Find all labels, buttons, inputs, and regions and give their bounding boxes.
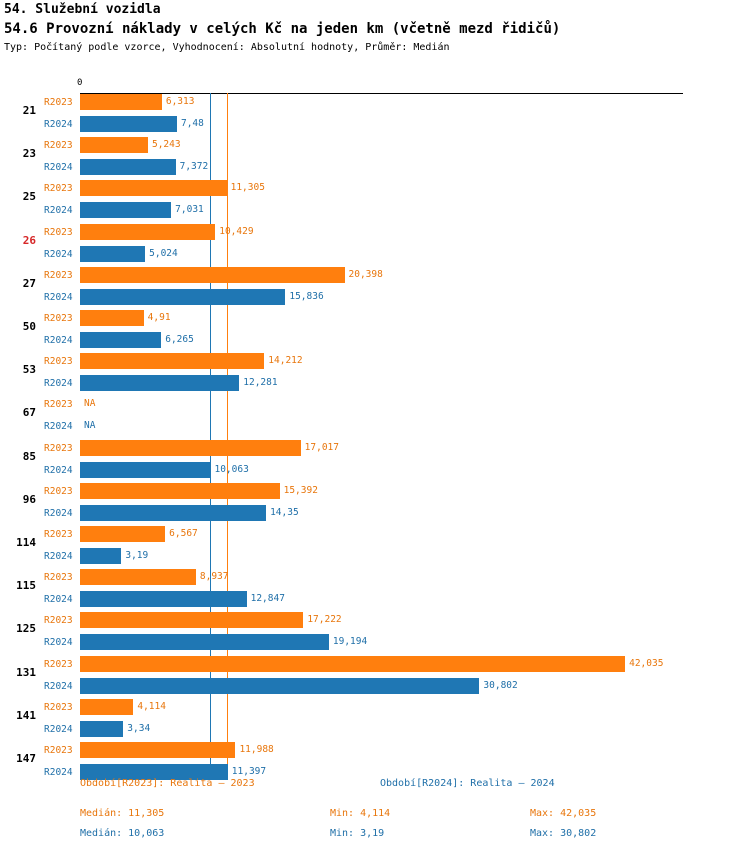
legend-entry-2024: Období[R2024]: Realita – 2024: [380, 778, 555, 789]
bar-group: [0, 567, 750, 611]
bar[interactable]: [80, 159, 176, 175]
bar-value-label: 15,392: [283, 484, 318, 496]
bar-value-label: 5,024: [149, 247, 178, 259]
series-row-label: R2023: [44, 356, 73, 368]
bar[interactable]: [80, 94, 162, 110]
category-label: 23: [22, 147, 36, 161]
category-label: 67: [22, 406, 36, 420]
category-label: 25: [22, 190, 36, 204]
axis-zero-label: 0: [77, 78, 83, 88]
series-row-label: R2023: [44, 442, 73, 454]
series-row-label: R2024: [44, 248, 73, 260]
bar[interactable]: [80, 289, 285, 305]
min-2023: Min: 4,114: [330, 808, 391, 819]
bar-group: [0, 92, 750, 136]
bar[interactable]: [80, 310, 144, 326]
series-row-label: R2024: [44, 767, 73, 778]
series-row-label: R2024: [44, 162, 73, 174]
bar-value-label: 7,372: [179, 161, 209, 173]
bar-value-label: 7,031: [175, 204, 204, 216]
bar-group: [0, 697, 750, 741]
category-label: 53: [22, 363, 36, 377]
series-row-label: R2023: [44, 97, 73, 108]
max-2024: Max: 30,802: [530, 828, 597, 839]
bar[interactable]: [80, 180, 227, 196]
bar[interactable]: [80, 526, 165, 542]
series-row-label: R2023: [44, 572, 73, 584]
bar-value-label: 4,114: [137, 700, 166, 712]
bar-group: [0, 610, 750, 654]
series-row-label: R2023: [44, 745, 73, 756]
bar-value-label: 6,313: [165, 96, 195, 107]
series-row-label: R2024: [44, 507, 73, 519]
bar[interactable]: [80, 656, 625, 672]
bar-value-label: NA: [84, 420, 96, 432]
bar-group: [0, 351, 750, 395]
bar[interactable]: [80, 375, 239, 391]
bar-group: [0, 308, 750, 352]
bar-group: [0, 438, 750, 482]
bar-value-label: 14,35: [270, 506, 299, 518]
series-row-label: R2024: [44, 594, 73, 606]
bar[interactable]: [80, 591, 247, 607]
bar[interactable]: [80, 440, 301, 456]
bar-group: [0, 222, 750, 266]
bar[interactable]: [80, 246, 145, 262]
bar-value-label: 3,19: [125, 550, 149, 561]
bar-value-label: 19,194: [332, 636, 368, 648]
category-label: 115: [16, 579, 36, 593]
bar-value-label: 11,397: [231, 766, 267, 777]
chart-legend: [0, 778, 750, 854]
series-row-label: R2023: [44, 615, 73, 627]
category-label: 27: [22, 276, 36, 290]
median-2023: Medián: 11,305: [80, 808, 165, 819]
bar-value-label: 14,212: [268, 355, 303, 367]
series-row-label: R2024: [44, 291, 73, 303]
bar-group: [0, 135, 750, 179]
bar-group: [0, 178, 750, 222]
series-row-label: R2024: [44, 335, 73, 346]
bar-value-label: 17,017: [304, 441, 339, 453]
bar-value-label: 7,48: [180, 118, 204, 129]
bar-value-label: 11,305: [230, 182, 265, 194]
bar-value-label: 12,281: [243, 377, 278, 389]
series-row-label: R2024: [44, 421, 73, 433]
bar-value-label: 20,398: [348, 268, 383, 280]
series-row-label: R2023: [44, 658, 73, 670]
category-label: 147: [16, 752, 36, 765]
series-row-label: R2023: [44, 399, 73, 411]
page-title: 54. Služební vozidla: [4, 2, 161, 17]
bar[interactable]: [80, 548, 121, 564]
bar[interactable]: [80, 332, 161, 348]
bar[interactable]: [80, 267, 345, 283]
series-row-label: R2024: [44, 551, 73, 562]
series-row-label: R2024: [44, 723, 73, 735]
bar[interactable]: [80, 505, 266, 521]
category-label: 96: [22, 492, 36, 506]
bar[interactable]: [80, 462, 210, 478]
series-row-label: R2023: [44, 226, 73, 238]
bar-value-label: 3,34: [127, 722, 151, 734]
bar-value-label: 10,063: [214, 463, 249, 475]
bar-value-label: 6,567: [169, 528, 198, 539]
category-label: 114: [16, 536, 36, 549]
bar[interactable]: [80, 721, 123, 737]
bar-group: [0, 481, 750, 525]
bar[interactable]: [80, 742, 235, 758]
category-label: 50: [22, 320, 36, 333]
bar[interactable]: [80, 353, 264, 369]
bar-value-label: 11,988: [239, 744, 274, 755]
category-label: 141: [16, 708, 36, 722]
chart-title: 54.6 Provozní náklady v celých Kč na jeden km (včetně mezd řidičů): [4, 21, 561, 37]
plot-area: [0, 78, 750, 778]
category-label: 131: [16, 665, 36, 679]
series-row-label: R2024: [44, 378, 73, 390]
max-2023: Max: 42,035: [530, 808, 597, 819]
bar[interactable]: [80, 483, 280, 499]
bar[interactable]: [80, 116, 177, 132]
series-row-label: R2023: [44, 183, 73, 195]
bar[interactable]: [80, 137, 148, 153]
series-row-label: R2023: [44, 701, 73, 713]
series-row-label: R2023: [44, 485, 73, 497]
bar-value-label: 8,937: [199, 571, 229, 583]
bar[interactable]: [80, 224, 215, 240]
bar-value-label: 15,836: [289, 290, 324, 302]
median-2024: Medián: 10,063: [80, 828, 165, 839]
series-row-label: R2023: [44, 140, 73, 152]
series-row-label: R2023: [44, 269, 73, 281]
bar-value-label: 12,847: [250, 593, 285, 605]
category-label: 85: [22, 449, 36, 463]
bar-value-label: 17,222: [307, 614, 342, 626]
bar[interactable]: [80, 612, 303, 628]
bar-value-label: NA: [84, 398, 96, 410]
series-row-label: R2024: [44, 680, 73, 692]
bar[interactable]: [80, 699, 133, 715]
bar-value-label: 6,265: [165, 334, 194, 345]
bar-value-label: 42,035: [629, 657, 664, 669]
series-row-label: R2024: [44, 637, 73, 649]
category-label: 21: [22, 104, 36, 117]
bar-group: [0, 524, 750, 568]
bar[interactable]: [80, 678, 479, 694]
bar-value-label: 5,243: [151, 139, 181, 151]
bar-group: [0, 394, 750, 438]
bar[interactable]: [80, 202, 171, 218]
bar[interactable]: [80, 569, 196, 585]
chart-subtitle: Typ: Počítaný podle vzorce, Vyhodnocení: Absolutní hodnoty, Průměr: Medián: [4, 42, 450, 53]
bar-value-label: 30,802: [483, 679, 518, 691]
series-row-label: R2024: [44, 205, 73, 217]
series-row-label: R2023: [44, 313, 73, 324]
bar-value-label: 10,429: [219, 225, 254, 237]
category-label: 26: [22, 233, 36, 247]
bar-group: [0, 265, 750, 309]
category-label: 125: [16, 622, 36, 636]
series-row-label: R2024: [44, 464, 73, 476]
series-row-label: R2023: [44, 529, 73, 540]
series-row-label: R2024: [44, 119, 73, 130]
bar-value-label: 4,91: [147, 312, 171, 323]
bar-group: [0, 654, 750, 698]
bar[interactable]: [80, 634, 329, 650]
min-2024: Min: 3,19: [330, 828, 385, 839]
legend-entry-2023: Období[R2023]: Realita – 2023: [80, 778, 255, 789]
